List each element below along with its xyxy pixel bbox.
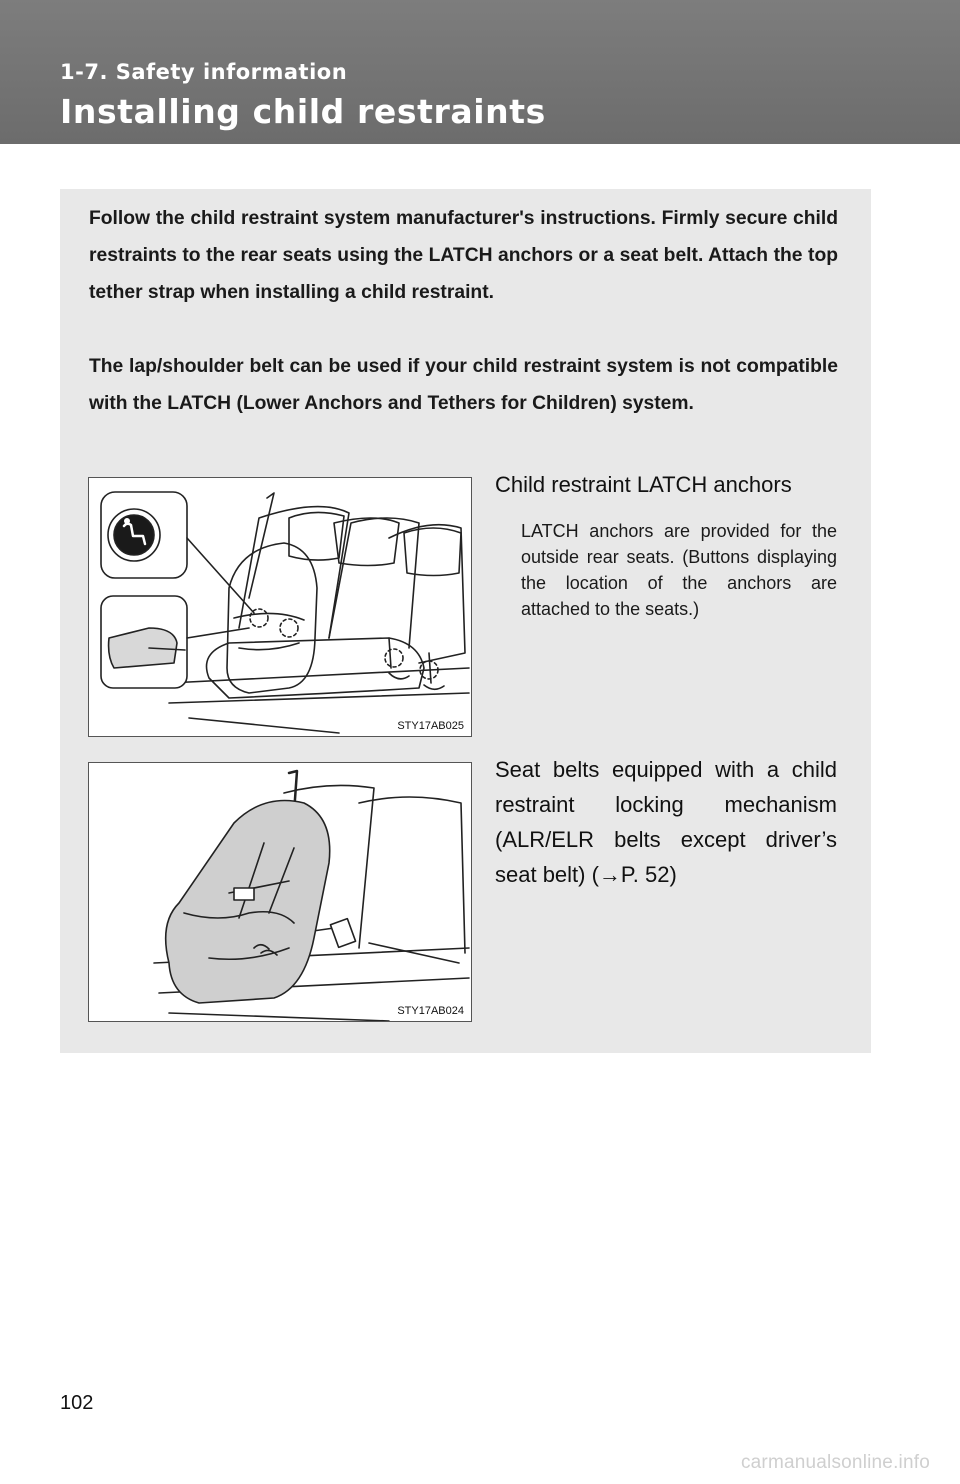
latch-anchors-figure — [88, 477, 472, 737]
latch-anchors-illustration — [89, 478, 471, 736]
latch-anchors-description: LATCH anchors are provided for the outside rear seats. (Buttons displaying the location of the anchors are attached to the seats.) — [521, 521, 837, 619]
seat-belt-caption: Seat belts equipped with a child restraint locking mechanism (ALR/ELR belts except driver’s seat belt) (→P. 52) — [495, 757, 837, 887]
watermark: carmanualsonline.info — [740, 1452, 930, 1473]
seat-belt-illustration — [89, 763, 471, 1021]
page-number: 102 — [60, 1392, 94, 1414]
page-header — [0, 0, 960, 144]
page-title: Installing child restraints — [60, 92, 546, 131]
figure-code: STY17AB025 — [397, 720, 464, 732]
section-label: 1-7. Safety information — [60, 60, 348, 84]
intro-paragraph-2: The lap/shoulder belt can be used if your child restraint system is not compatible with the LATCH (Lower Anchors and Tethers for Children) system. — [89, 356, 838, 414]
intro-paragraph-1: Follow the child restraint system manufacturer's instructions. Firmly secure child restraints to the rear seats using the LATCH anchors or a seat belt. Attach the top tether strap when installing a child restraint. — [89, 208, 838, 303]
seat-belt-figure — [88, 762, 472, 1022]
figure-code: STY17AB024 — [397, 1005, 464, 1017]
latch-anchors-caption: Child restraint LATCH anchors — [495, 472, 792, 497]
